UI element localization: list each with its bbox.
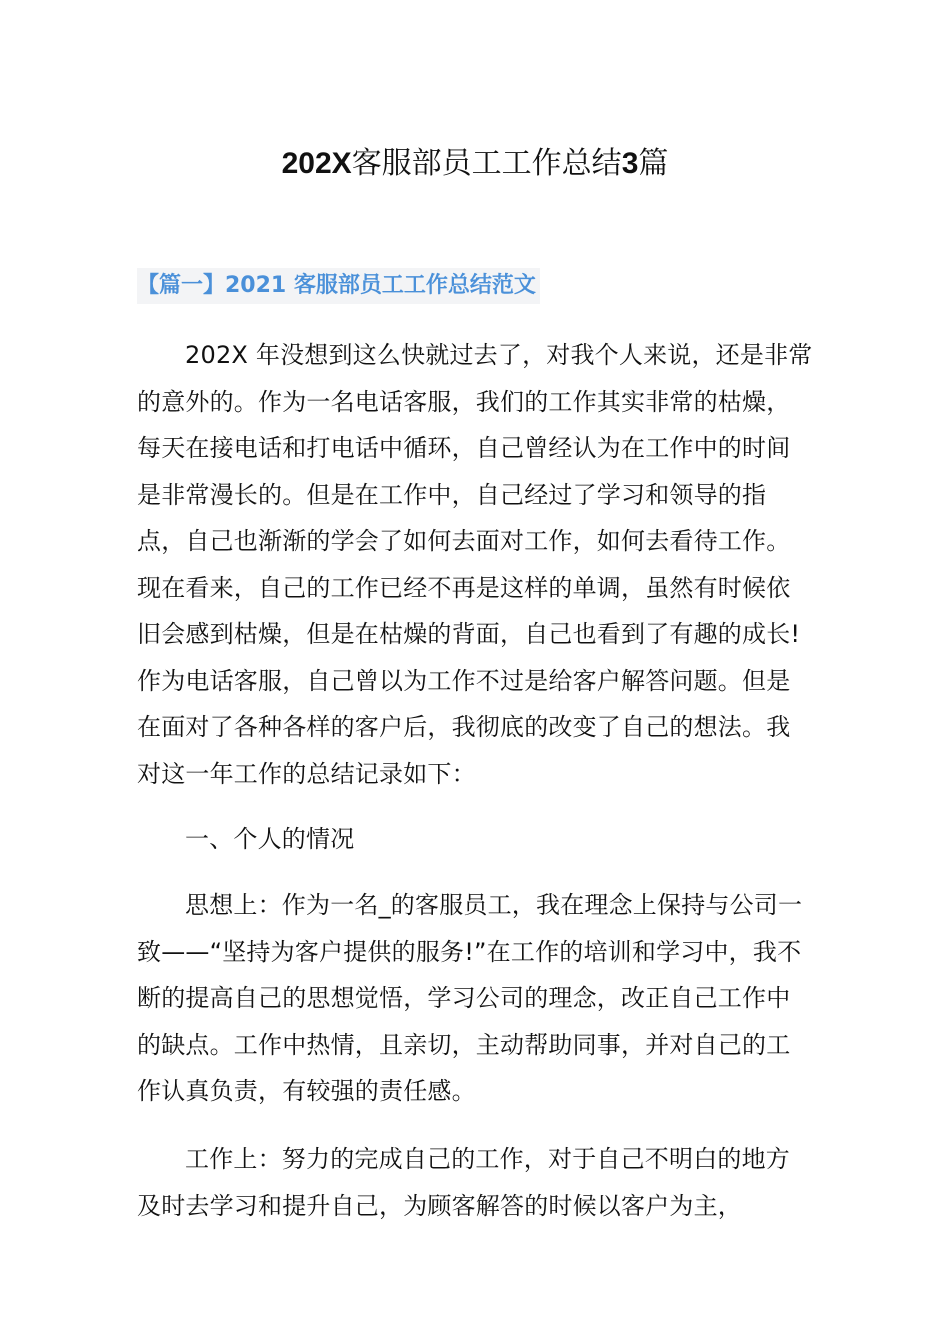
title-prefix: 202X	[281, 147, 352, 180]
title-number: 3	[621, 147, 639, 180]
title-middle: 客服部员工工作总结	[351, 146, 622, 181]
section-heading: 【篇一】2021 客服部员工工作总结范文	[137, 268, 540, 304]
title-suffix: 篇	[638, 146, 669, 181]
subheading-personal-situation: 一、个人的情况	[185, 825, 355, 853]
document-title	[0, 140, 950, 188]
paragraph-thought: 思想上：作为一名_的客服员工，我在理念上保持与公司一致——“坚持为客户提供的服务!”在工作的培训和学习中，我不断的提高自己的思想觉悟，学习公司的理念，改正自己工作中的缺点。工作中热情，且亲切，主动帮助同事，并对自己的工作认真负责，有较强的责任感。	[137, 891, 803, 1105]
paragraph-work: 工作上：努力的完成自己的工作，对于自己不明白的地方及时去学习和提升自己，为顾客解答的时候以客户为主，	[137, 1145, 790, 1220]
paragraph-intro: 202X 年没想到这么快就过去了，对我个人来说，还是非常的意外的。作为一名电话客服，我们的工作其实非常的枯燥，每天在接电话和打电话中循环，自己曾经认为在工作中的时间是非常漫长的。但是在工作中，自己经过了学习和领导的指点，自己也渐渐的学会了如何去面对工作，如何去看待工作。现在看来，自己的工作已经不再是这样的单调，虽然有时候依旧会感到枯燥，但是在枯燥的背面，自己也看到了有趣的成长!作为电话客服，自己曾以为工作不过是给客户解答问题。但是在面对了各种各样的客户后，我彻底的改变了自己的想法。我对这一年工作的总结记录如下：	[137, 341, 813, 788]
